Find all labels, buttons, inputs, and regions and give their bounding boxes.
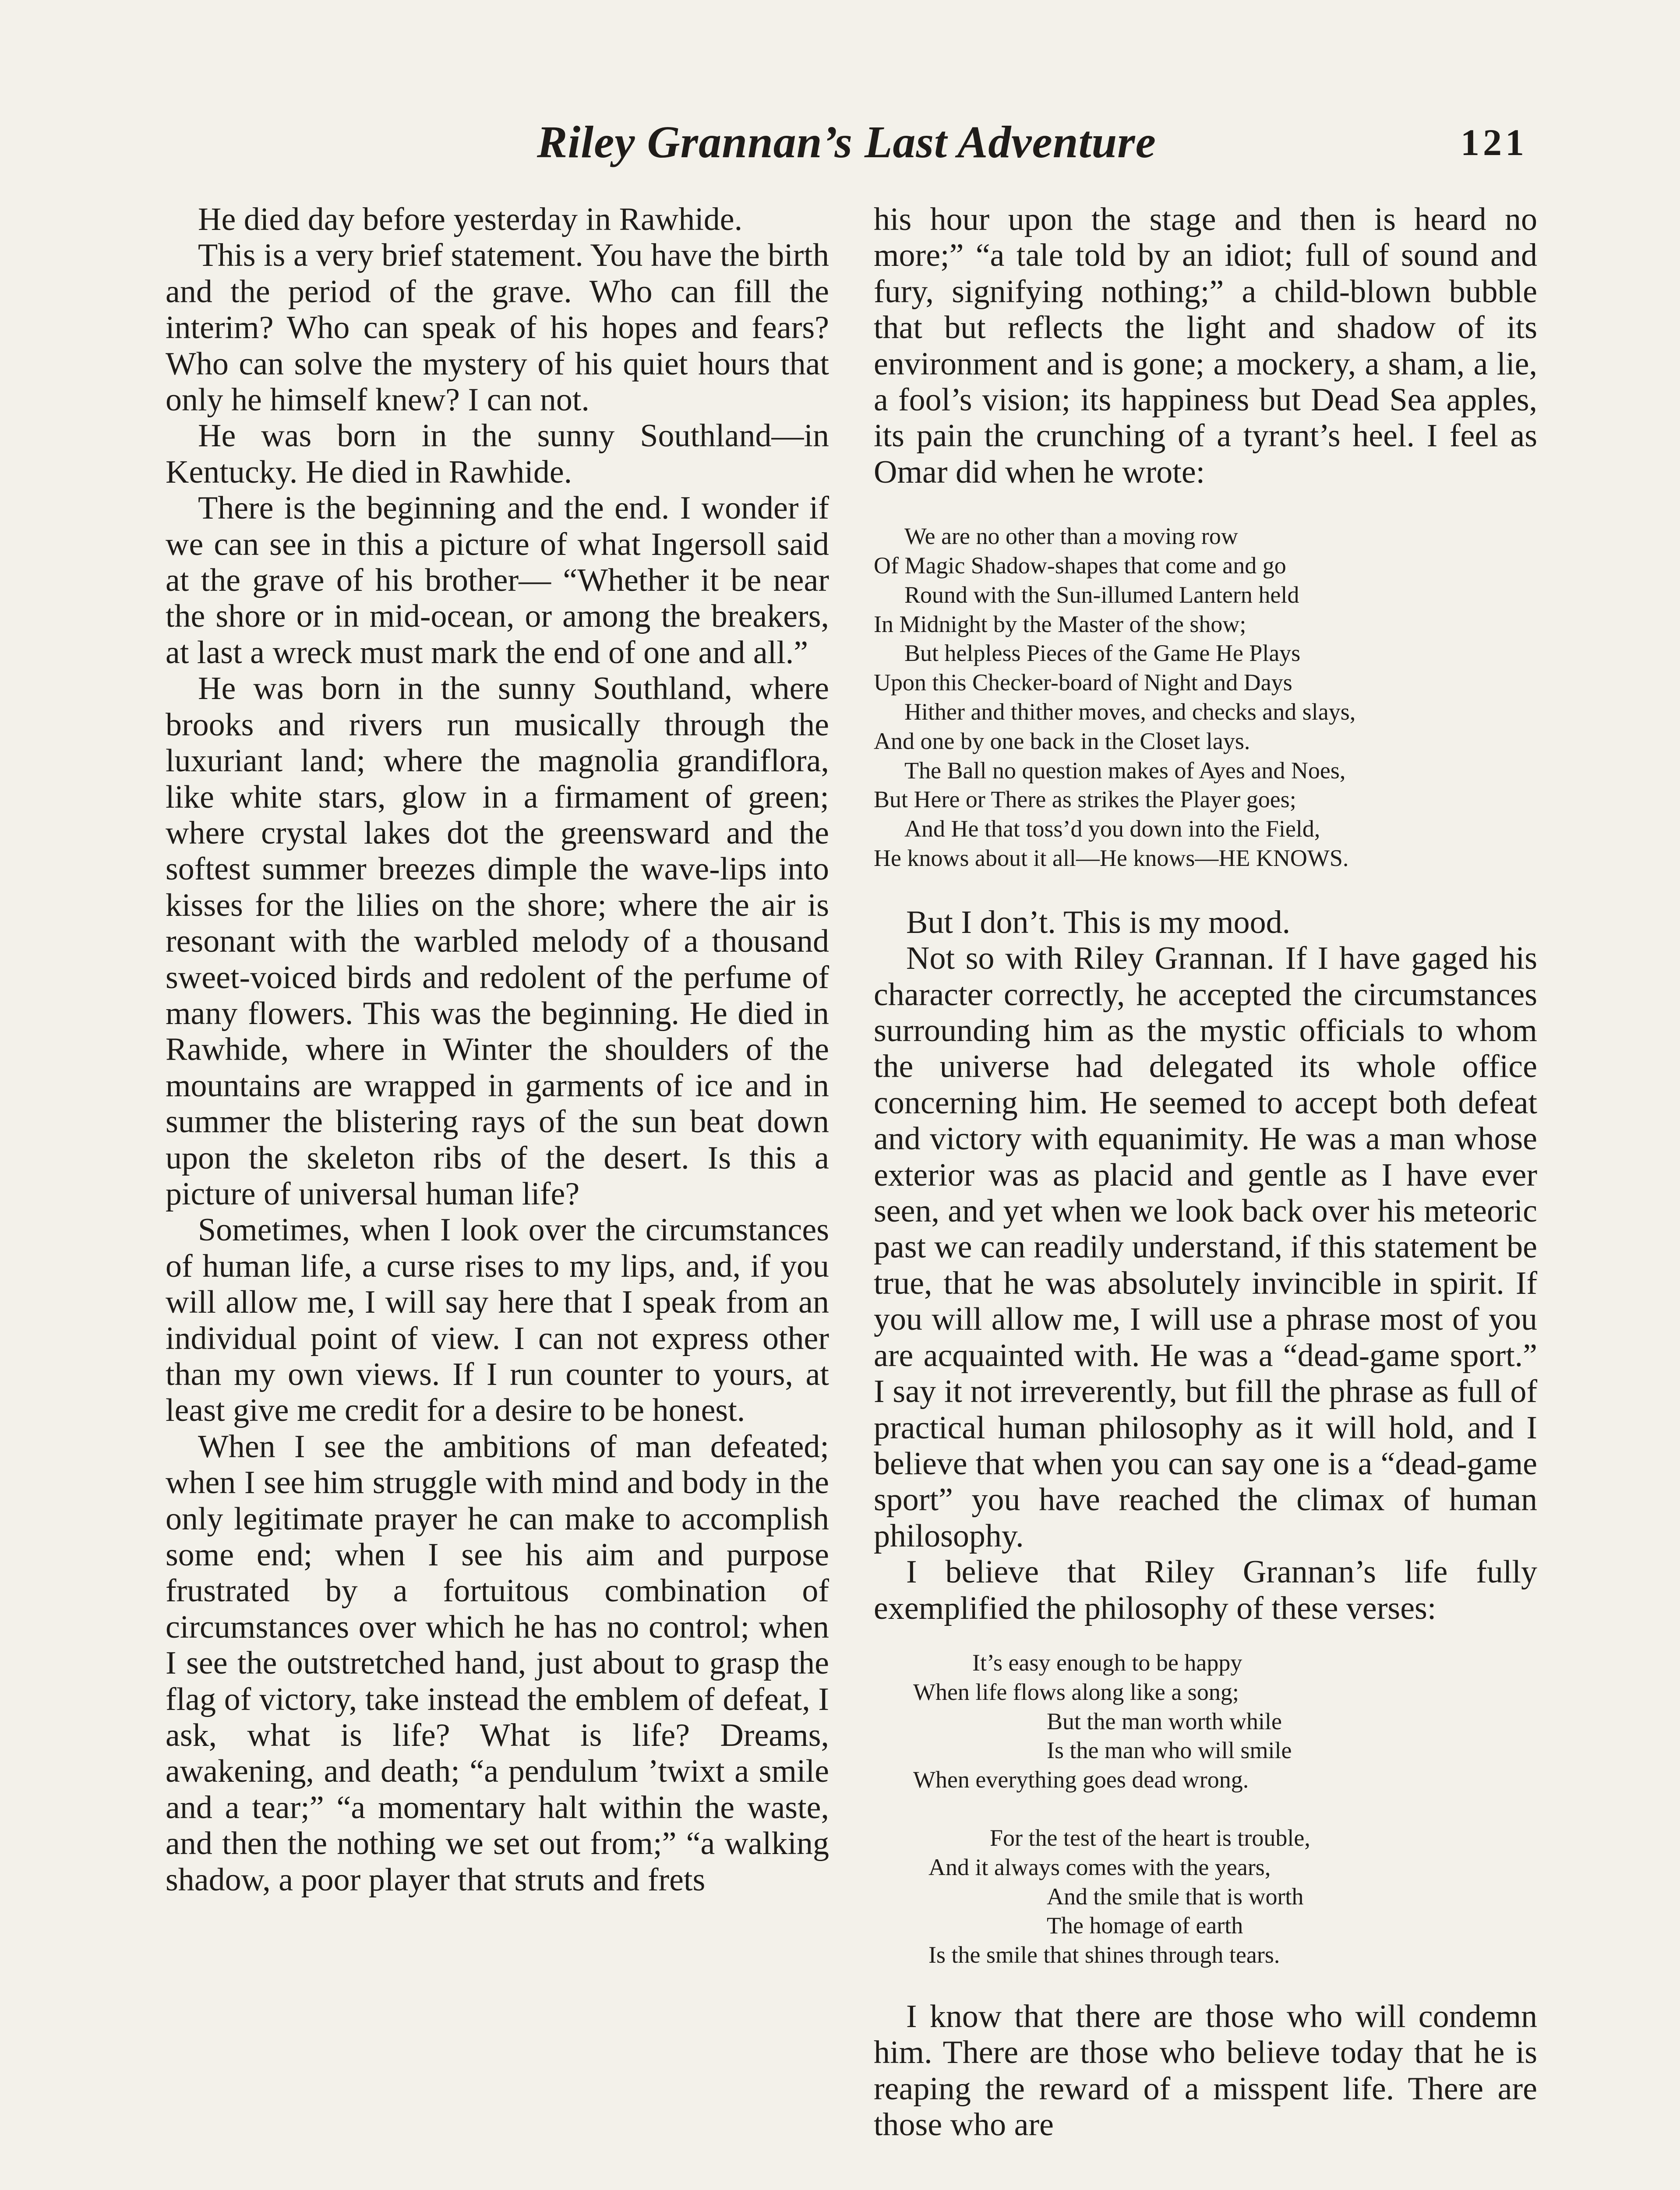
verse-line: We are no other than a moving row <box>904 523 1238 550</box>
verse-line: But Here or There as strikes the Player goes; <box>874 786 1296 813</box>
verse-stanza <box>874 1648 1537 1794</box>
paragraph: He died day before yesterday in Rawhide. <box>198 201 743 237</box>
song-verse <box>874 1648 1537 1970</box>
verse-line: And He that toss’d you down into the Field, <box>904 816 1320 842</box>
verse-line: It’s easy enough to be happy <box>972 1649 1242 1676</box>
page-number: 121 <box>1461 121 1528 163</box>
verse-line: Of Magic Shadow-shapes that come and go <box>874 552 1286 579</box>
paragraph: Not so with Riley Grannan. If I have gaged his character correctly, he accepted the circumstances surrounding him as the mystic officials to whom the universe had delegated its whole office concerning him. He seemed to accept both defeat and victory with equanimity. He was a man whose exterior was as placid and gentle as I have ever seen, and yet when we look back over his meteoric past we can readily understand, if this statement be true, that he was absolutely invincible in spirit. If you will allow me, I will use a phrase most of you are acquainted with. He was a “dead-game sport.” I say it not irreverently, but fill the phrase as full of practical human philosophy as it will hold, and I believe that when you can say one is a “dead-game sport” you have reached the climax of human philosophy. <box>874 940 1537 1554</box>
verse-line: Upon this Checker-board of Night and Days <box>874 669 1292 696</box>
page-header <box>166 110 1528 180</box>
verse-stanza <box>874 1823 1537 1970</box>
paragraph: When I see the ambitions of man defeated; when I see him struggle with mind and body in the only legitimate prayer he can make to accomplish some end; when I see his aim and purpose frustrated by a fortuitous combination of circumstances over which he has no control; when I see the outstretched hand, just about to grasp the flag of victory, take instead the emblem of defeat, I ask, what is life? What is life? Dreams, awakening, and death; “a pendulum ’twixt a smile and a tear;” “a momentary halt within the waste, and then the nothing we set out from;” “a walking shadow, a poor player that struts and frets <box>166 1428 829 1898</box>
verse-line: The homage of earth <box>1047 1912 1243 1939</box>
verse-line: When everything goes dead wrong. <box>913 1766 1249 1793</box>
verse-line: Is the man who will smile <box>1047 1737 1292 1764</box>
verse-line: And one by one back in the Closet lays. <box>874 728 1250 754</box>
paragraph: I believe that Riley Grannan’s life fully exemplified the philosophy of these verses: <box>874 1554 1537 1626</box>
left-column <box>166 201 829 1898</box>
paragraph-continued: his hour upon the stage and then is heard no more;” “a tale told by an idiot; full of sound and fury, signifying nothing;” a child-blown bubble that but reflects the light and shadow of its environment and is gone; a mockery, a sham, a lie, a fool’s vision; its happiness but Dead Sea apples, its pain the crunching of a tyrant’s heel. I feel as Omar did when he wrote: <box>874 201 1537 490</box>
verse-line: Hither and thither moves, and checks and slays, <box>904 699 1356 725</box>
running-title: Riley Grannan’s Last Adventure <box>537 117 1156 167</box>
right-column <box>874 201 1537 2143</box>
paragraph: But I don’t. This is my mood. <box>906 904 1291 940</box>
paragraph: There is the beginning and the end. I wonder if we can see in this a picture of what Ingersoll said at the grave of his brother— “Whether it be near the shore or in mid-ocean, or among the breakers, at last a wreck must mark the end of one and all.” <box>166 490 829 671</box>
verse-line: For the test of the heart is trouble, <box>990 1824 1310 1851</box>
paragraph: He was born in the sunny Southland—in Kentucky. He died in Rawhide. <box>166 418 829 490</box>
rubaiyat-verse <box>874 522 1537 873</box>
paragraph: He was born in the sunny Southland, where brooks and rivers run musically through the luxuriant land; where the magnolia grandiflora, like white stars, glow in a firmament of green; where crystal lakes dot the greensward and the softest summer breezes dimple the wave-lips into kisses for the lilies on the shore; where the air is resonant with the warbled melody of a thousand sweet-voiced birds and redolent of the perfume of many flowers. This was the beginning. He died in Rawhide, where in Winter the shoulders of the mountains are wrapped in garments of ice and in summer the blistering rays of the sun beat down upon the skeleton ribs of the desert. Is this a picture of universal human life? <box>166 671 829 1212</box>
verse-line: But the man worth while <box>1047 1708 1282 1734</box>
verse-line: And the smile that is worth <box>1047 1883 1304 1910</box>
verse-line: But helpless Pieces of the Game He Plays <box>904 640 1301 667</box>
verse-line: The Ball no question makes of Ayes and Noes, <box>904 757 1346 784</box>
verse-line: And it always comes with the years, <box>928 1854 1271 1880</box>
verse-line: In Midnight by the Master of the show; <box>874 611 1246 637</box>
verse-line: Is the smile that shines through tears. <box>928 1942 1280 1968</box>
verse-line: When life flows along like a song; <box>913 1678 1239 1705</box>
verse-line: He knows about it all—He knows—HE KNOWS. <box>874 845 1349 872</box>
paragraph: I know that there are those who will condemn him. There are those who believe today that he is reaping the reward of a misspent life. There are those who are <box>874 1998 1537 2143</box>
verse-line: Round with the Sun-illumed Lantern held <box>904 581 1299 608</box>
paragraph: Sometimes, when I look over the circumstances of human life, a curse rises to my lips, and, if you will allow me, I will say here that I speak from an individual point of view. I can not express other than my own views. If I run counter to yours, at least give me credit for a desire to be honest. <box>166 1212 829 1429</box>
paragraph: This is a very brief statement. You have the birth and the period of the grave. Who can fill the interim? Who can speak of his hopes and fears? Who can solve the mystery of his quiet hours that only he himself knew? I can not. <box>166 237 829 418</box>
